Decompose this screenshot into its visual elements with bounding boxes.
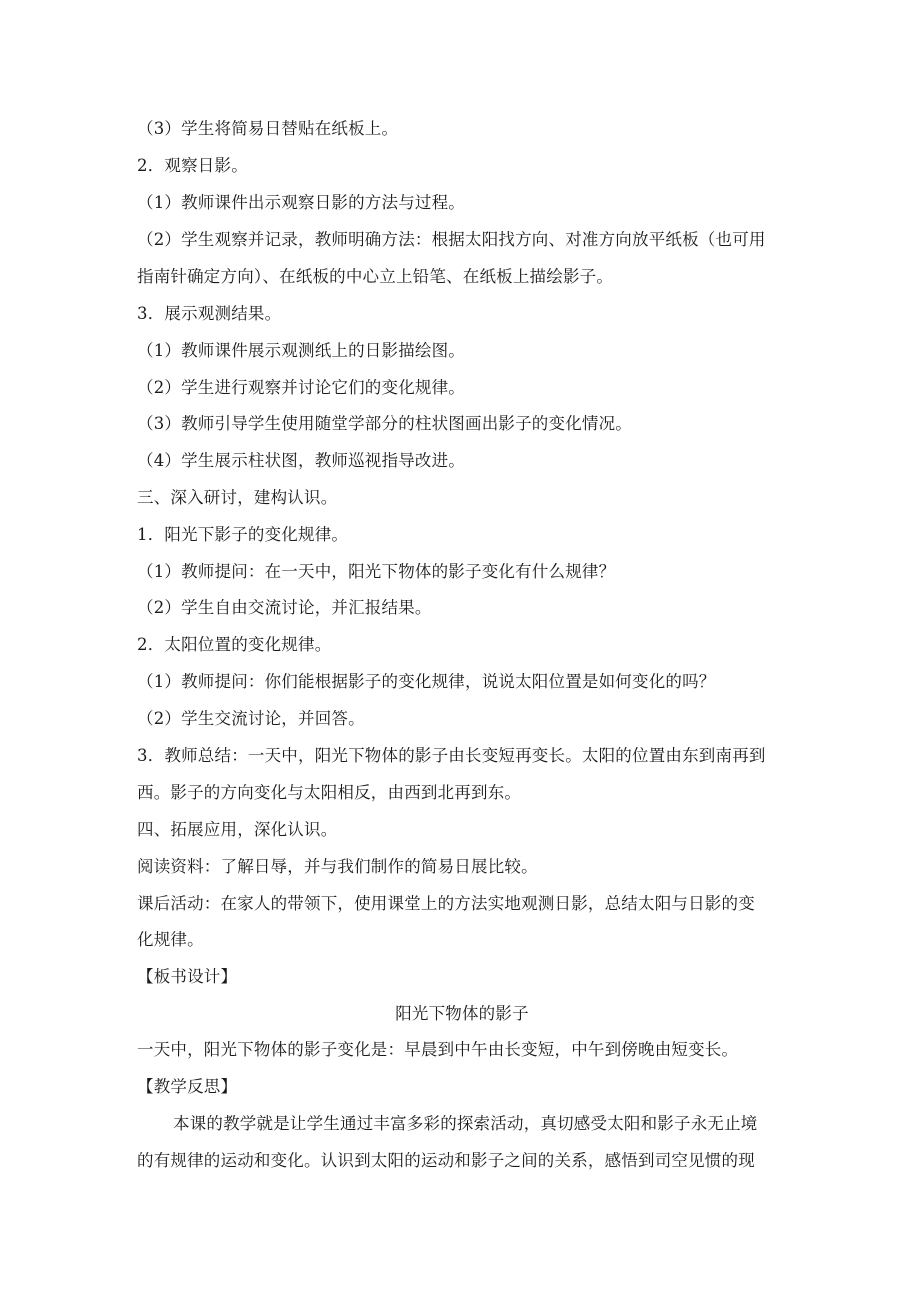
paragraph-line: 的有规律的运动和变化。认识到太阳的运动和影子之间的关系，感悟到司空见惯的现 xyxy=(137,1151,755,1170)
paragraph-line: 课后活动：在家人的带领下，使用课堂上的方法实地观测日影，总结太阳与日影的变 xyxy=(137,894,755,913)
paragraph-line: 3．教师总结：一天中，阳光下物体的影子由长变短再变长。太阳的位置由东到南再到 xyxy=(137,746,766,765)
section-heading: 【教学反思】 xyxy=(137,1077,238,1096)
paragraph-line: 化规律。 xyxy=(137,930,204,949)
section-heading: 3．展示观测结果。 xyxy=(137,304,282,323)
paragraph-line: （3）学生将简易日替贴在纸板上。 xyxy=(137,119,399,138)
paragraph-line: 西。影子的方向变化与太阳相反，由西到北再到东。 xyxy=(137,783,522,802)
paragraph-line: （1）教师提问：在一天中，阳光下物体的影子变化有什么规律？ xyxy=(137,562,616,581)
paragraph-line: （2）学生观察并记录，教师明确方法：根据太阳找方向、对准方向放平纸板（也可用 xyxy=(137,230,766,249)
paragraph-line: （1）教师课件展示观测纸上的日影描绘图。 xyxy=(137,341,465,360)
paragraph-line: （2）学生进行观察并讨论它们的变化规律。 xyxy=(137,378,465,397)
section-heading: 【板书设计】 xyxy=(137,967,238,986)
paragraph-line: （1）教师课件出示观察日影的方法与过程。 xyxy=(137,193,465,212)
paragraph-line: （2）学生自由交流讨论，并汇报结果。 xyxy=(137,598,432,617)
paragraph-line: （2）学生交流讨论，并回答。 xyxy=(137,709,365,728)
section-heading: 2．观察日影。 xyxy=(137,156,248,175)
paragraph-line: 指南针确定方向）、在纸板的中心立上铅笔、在纸板上描绘影子。 xyxy=(137,267,614,286)
paragraph-line: （1）教师提问：你们能根据影子的变化规律，说说太阳位置是如何变化的吗？ xyxy=(137,672,716,691)
section-heading: 三、深入研讨，建构认识。 xyxy=(137,488,338,507)
section-heading: 1．阳光下影子的变化规律。 xyxy=(137,525,349,544)
paragraph-line: 一天中，阳光下物体的影子变化是：早晨到中午由长变短，中午到傍晚由短变长。 xyxy=(137,1040,739,1059)
section-heading: 2．太阳位置的变化规律。 xyxy=(137,635,332,654)
paragraph-line: （3）教师引导学生使用随堂学部分的柱状图画出影子的变化情况。 xyxy=(137,414,632,433)
paragraph-line: 阅读资料：了解日辱，并与我们制作的简易日展比较。 xyxy=(137,857,538,876)
section-heading: 四、拓展应用，深化认识。 xyxy=(137,820,338,839)
paragraph-line: （4）学生展示柱状图，教师巡视指导改进。 xyxy=(137,451,465,470)
paragraph-line: 本课的教学就是让学生通过丰富多彩的探索活动，真切感受太阳和影子永无止境 xyxy=(173,1114,758,1133)
board-title: 阳光下物体的影子 xyxy=(395,1004,529,1023)
